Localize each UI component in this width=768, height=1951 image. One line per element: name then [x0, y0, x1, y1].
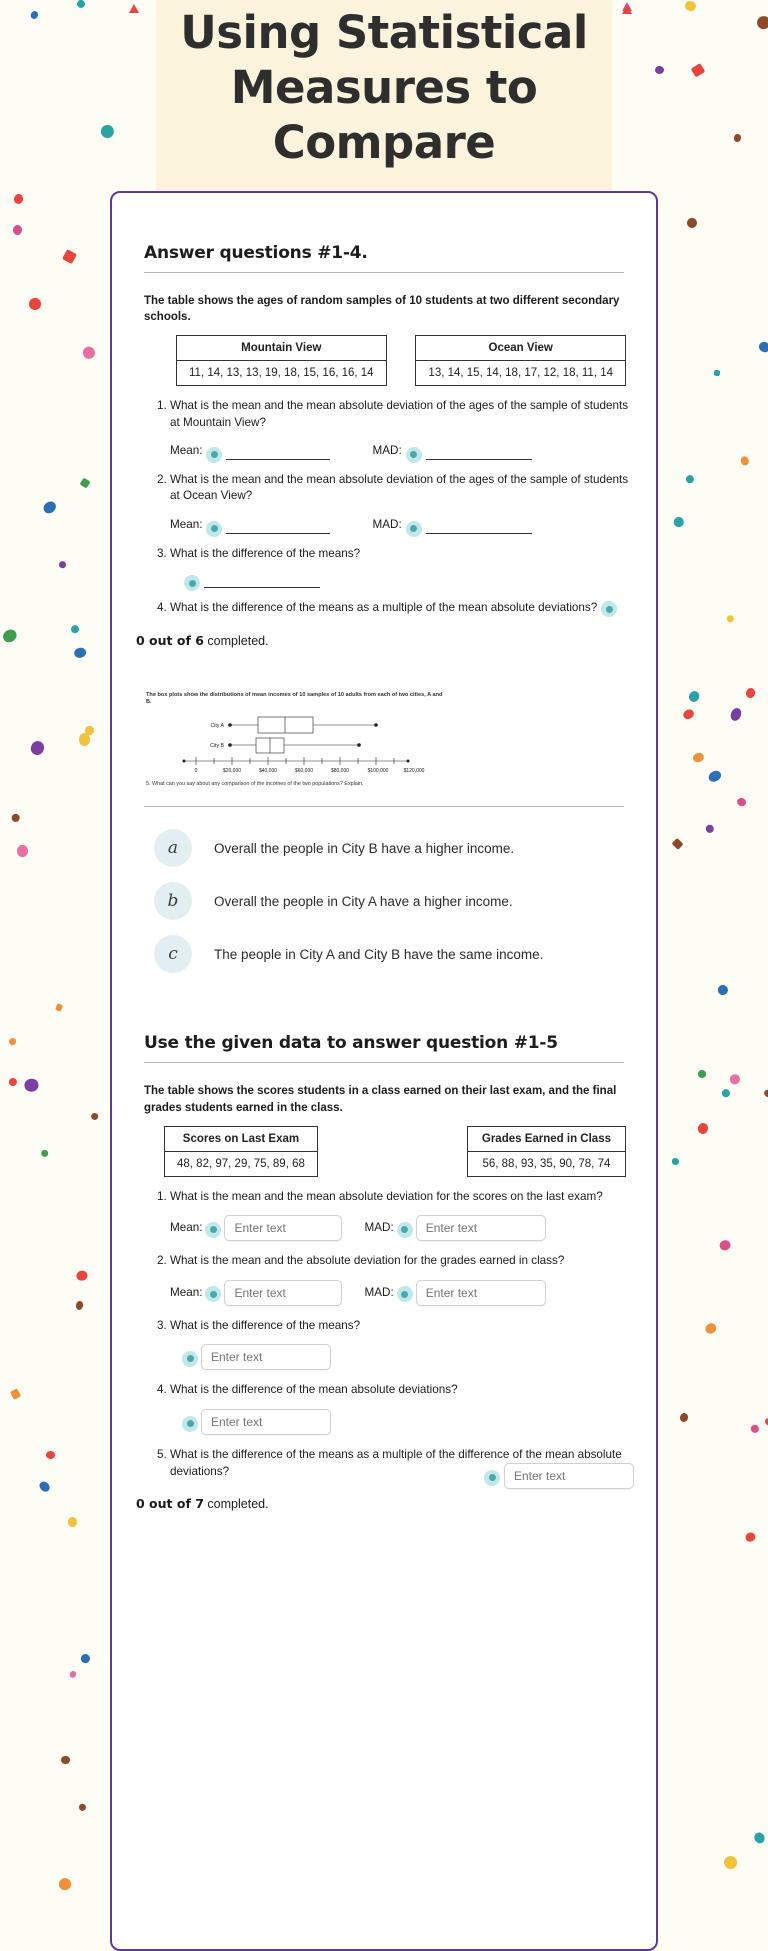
choice-letter-badge[interactable]: c	[154, 935, 192, 973]
drop-target-dot[interactable]	[184, 575, 200, 591]
svg-text:$40,000: $40,000	[258, 767, 278, 773]
svg-text:$100,000: $100,000	[367, 767, 389, 773]
confetti-dot	[685, 216, 698, 229]
svg-text:0: 0	[194, 767, 198, 773]
choices-divider	[144, 806, 624, 807]
confetti-dot	[719, 1239, 732, 1252]
confetti-dot	[57, 560, 67, 569]
choice-letter-badge[interactable]: a	[154, 829, 192, 867]
drop-target-dot[interactable]	[205, 1222, 221, 1238]
worksheet-card	[110, 191, 658, 1951]
title-band	[156, 0, 612, 191]
confetti-dot	[739, 455, 750, 467]
table-header: Mountain View	[177, 336, 386, 361]
answer-row	[170, 517, 632, 534]
choice-text: Overall the people in City A have a higher income.	[214, 893, 513, 909]
confetti-dot	[686, 689, 701, 704]
mad-label: MAD:	[364, 1285, 394, 1299]
drop-target-dot[interactable]	[406, 521, 422, 537]
drop-target-dot[interactable]	[601, 601, 617, 617]
confetti-dot	[684, 474, 695, 485]
confetti-dot	[713, 369, 720, 375]
confetti-dot	[62, 249, 77, 264]
confetti-dot	[13, 225, 23, 236]
confetti-dot	[679, 1412, 689, 1423]
svg-text:City A: City A	[210, 722, 224, 729]
confetti-dot	[692, 752, 705, 764]
mean-input[interactable]	[224, 1280, 342, 1306]
data-table-scores-last-exam	[164, 1126, 318, 1177]
drop-target-dot[interactable]	[206, 521, 222, 537]
confetti-dot	[744, 1531, 756, 1543]
confetti-dot	[13, 193, 25, 205]
figure-question: 5. What can you say about any comparison of the incomes of the two populations? Explain.	[146, 780, 364, 787]
confetti-dot	[745, 686, 757, 699]
progress-count: 0 out of 6	[136, 632, 204, 648]
confetti-triangle	[622, 5, 632, 14]
confetti-dot	[70, 624, 79, 633]
confetti-dot	[684, 0, 696, 11]
confetti-dot	[73, 646, 87, 659]
mean-label: Mean:	[170, 518, 203, 532]
question-item	[170, 1189, 632, 1242]
confetti-dot	[753, 1831, 767, 1846]
confetti-dot	[672, 1157, 681, 1165]
section-1-heading: Answer questions #1-4.	[144, 242, 368, 263]
drop-target-dot[interactable]	[397, 1222, 413, 1238]
confetti-dot	[100, 124, 115, 139]
confetti-dot	[41, 499, 59, 516]
confetti-dot	[17, 845, 28, 857]
drop-target-dot[interactable]	[182, 1416, 198, 1432]
confetti-dot	[1, 627, 19, 645]
section-1-question-list	[136, 398, 632, 617]
confetti-dot	[23, 1078, 39, 1093]
confetti-dot	[79, 1803, 88, 1812]
data-table-mountain-view	[176, 335, 387, 386]
confetti-dot	[61, 1756, 70, 1764]
question-text: What is the mean and the mean absolute deviation for the scores on the last exam?	[170, 1189, 603, 1203]
question-text: What is the difference of the means?	[170, 546, 361, 560]
question-text: What is the difference of the means as a multiple of the mean absolute deviations?	[170, 601, 598, 615]
choice-option-c[interactable]	[136, 935, 632, 973]
answer-blank-mad[interactable]	[426, 520, 532, 534]
confetti-dot	[707, 769, 723, 784]
confetti-dot	[81, 345, 97, 361]
question-item	[170, 600, 632, 617]
confetti-dot	[54, 1003, 62, 1012]
confetti-dot	[734, 133, 742, 142]
confetti-dot	[716, 984, 729, 997]
question-item	[170, 1447, 632, 1480]
progress-count: 0 out of 7	[136, 1496, 204, 1512]
progress-suffix: completed.	[203, 1497, 269, 1512]
answer-blank-mean[interactable]	[226, 446, 330, 460]
confetti-dot	[30, 10, 39, 20]
answer-row	[170, 1215, 632, 1241]
svg-text:$80,000: $80,000	[330, 767, 350, 773]
confetti-dot	[8, 1076, 19, 1087]
drop-target-dot[interactable]	[484, 1470, 500, 1486]
confetti-dot	[722, 1854, 740, 1872]
confetti-dot	[28, 298, 40, 310]
question-text: What is the difference of the means?	[170, 1318, 361, 1332]
confetti-dot	[10, 1388, 21, 1400]
page-title: Using Statistical Measures to Compare	[180, 6, 588, 169]
answer-row	[484, 1463, 634, 1489]
confetti-dot	[46, 1451, 55, 1459]
confetti-dot	[721, 1088, 732, 1099]
section-2-divider	[144, 1062, 624, 1063]
confetti-dot	[729, 1073, 742, 1085]
answer-row	[182, 1344, 632, 1370]
svg-text:$20,000: $20,000	[222, 767, 242, 773]
confetti-dot	[79, 1652, 91, 1664]
confetti-dot	[671, 838, 683, 850]
difference-input[interactable]	[201, 1409, 331, 1435]
mad-label: MAD:	[372, 518, 402, 532]
progress-suffix: completed.	[203, 633, 269, 648]
confetti-dot	[75, 1301, 84, 1311]
table-header: Grades Earned in Class	[468, 1127, 625, 1152]
choice-option-b[interactable]	[136, 882, 632, 920]
table-header: Ocean View	[416, 336, 625, 361]
confetti-dot	[69, 1670, 78, 1679]
choice-text: The people in City A and City B have the same income.	[214, 946, 544, 962]
confetti-dot	[76, 0, 87, 10]
confetti-dot	[12, 814, 20, 822]
answer-row	[170, 443, 632, 460]
choice-letter-badge[interactable]: b	[154, 882, 192, 920]
mean-input[interactable]	[224, 1215, 342, 1241]
question-text: What is the mean and the absolute deviation for the grades earned in class?	[170, 1254, 565, 1268]
data-table-ocean-view	[415, 335, 626, 386]
confetti-dot	[29, 739, 46, 757]
confetti-dot	[8, 1037, 18, 1047]
section-1-prompt: The table shows the ages of random samples of 10 students at two different secondary schools.	[144, 294, 620, 324]
drop-target-dot[interactable]	[206, 447, 222, 463]
confetti-triangle	[129, 4, 139, 13]
table-header: Scores on Last Exam	[165, 1127, 317, 1152]
answer-blank-mean[interactable]	[226, 520, 330, 534]
confetti-dot	[754, 14, 768, 31]
mad-label: MAD:	[364, 1220, 394, 1234]
confetti-dot	[682, 708, 696, 721]
mad-input[interactable]	[416, 1215, 546, 1241]
question-text: What is the mean and the mean absolute deviation of the ages of the sample of students at Mountain View?	[170, 399, 629, 429]
question-item	[170, 546, 632, 589]
table-values: 11, 14, 13, 13, 19, 18, 15, 16, 16, 14	[189, 367, 374, 380]
answer-blank-mad[interactable]	[426, 446, 532, 460]
confetti-dot	[655, 66, 664, 74]
question-text: What is the difference of the mean absolute deviations?	[170, 1383, 458, 1397]
table-values: 56, 88, 93, 35, 90, 78, 74	[482, 1157, 611, 1170]
drop-target-dot[interactable]	[182, 1351, 198, 1367]
section-2-tables	[164, 1126, 626, 1177]
confetti-dot	[727, 615, 734, 622]
question-item	[170, 1382, 632, 1435]
svg-text:City B: City B	[210, 742, 224, 749]
mean-label: Mean:	[170, 444, 203, 458]
question-item	[170, 472, 632, 534]
boxplot-figure	[146, 692, 446, 788]
question-text: What is the difference of the means as a multiple of the difference of the mean absolute deviations?	[170, 1448, 622, 1478]
section-1-progress	[136, 633, 632, 648]
confetti-dot	[672, 515, 685, 528]
mean-label: Mean:	[170, 1220, 203, 1234]
mean-label: Mean:	[170, 1285, 203, 1299]
confetti-dot	[704, 1321, 718, 1335]
answer-blank-difference[interactable]	[204, 574, 320, 588]
choice-text: Overall the people in City B have a higher income.	[214, 840, 515, 856]
mad-input[interactable]	[416, 1280, 546, 1306]
difference-input[interactable]	[504, 1463, 634, 1489]
data-table-grades-earned	[467, 1126, 626, 1177]
multiple-choice-list	[136, 829, 632, 973]
confetti-dot	[56, 1876, 73, 1893]
confetti-dot	[90, 1111, 100, 1121]
boxplot-chart	[146, 711, 446, 773]
confetti-dot	[76, 1269, 89, 1281]
question-item	[170, 398, 632, 460]
section-2-heading: Use the given data to answer question #1-5	[144, 1033, 558, 1054]
question-item	[170, 1318, 632, 1371]
drop-target-dot[interactable]	[205, 1286, 221, 1302]
section-1-tables	[176, 335, 626, 386]
confetti-dot	[764, 1417, 768, 1426]
figure-caption: The box plots show the distributions of mean incomes of 10 samples of 10 adults from each of two cities, A and B.	[146, 691, 443, 706]
confetti-dot	[80, 477, 91, 488]
svg-text:$120,000: $120,000	[403, 767, 425, 773]
confetti-dot	[697, 1122, 710, 1135]
svg-text:$60,000: $60,000	[294, 767, 314, 773]
confetti-dot	[750, 1423, 761, 1434]
answer-row	[184, 574, 632, 588]
table-values: 48, 82, 97, 29, 75, 89, 68	[177, 1157, 305, 1170]
answer-row	[182, 1409, 632, 1435]
drop-target-dot[interactable]	[397, 1286, 413, 1302]
section-1-divider	[144, 272, 624, 273]
confetti-dot	[757, 340, 768, 353]
choice-option-a[interactable]	[136, 829, 632, 867]
confetti-dot	[691, 63, 706, 77]
drop-target-dot[interactable]	[406, 447, 422, 463]
confetti-dot	[698, 1070, 706, 1078]
confetti-dot	[38, 1479, 52, 1493]
difference-input[interactable]	[201, 1344, 331, 1370]
confetti-dot	[68, 1517, 77, 1527]
confetti-dot	[706, 824, 715, 834]
confetti-dot	[79, 733, 91, 747]
confetti-dot	[40, 1149, 50, 1159]
mad-label: MAD:	[372, 444, 402, 458]
confetti-dot	[729, 707, 743, 723]
answer-row	[170, 1280, 632, 1306]
section-2-question-list	[136, 1189, 632, 1481]
confetti-dot	[736, 797, 747, 808]
section-2-prompt: The table shows the scores students in a class earned on their last exam, and the final grades students earned in the class.	[144, 1085, 617, 1114]
section-2-progress	[136, 1496, 632, 1511]
table-values: 13, 14, 15, 14, 18, 17, 12, 18, 11, 14	[428, 367, 613, 380]
question-item	[170, 1253, 632, 1306]
confetti-dot	[763, 1088, 768, 1099]
question-text: What is the mean and the mean absolute deviation of the ages of the sample of students at Ocean View?	[170, 472, 629, 503]
